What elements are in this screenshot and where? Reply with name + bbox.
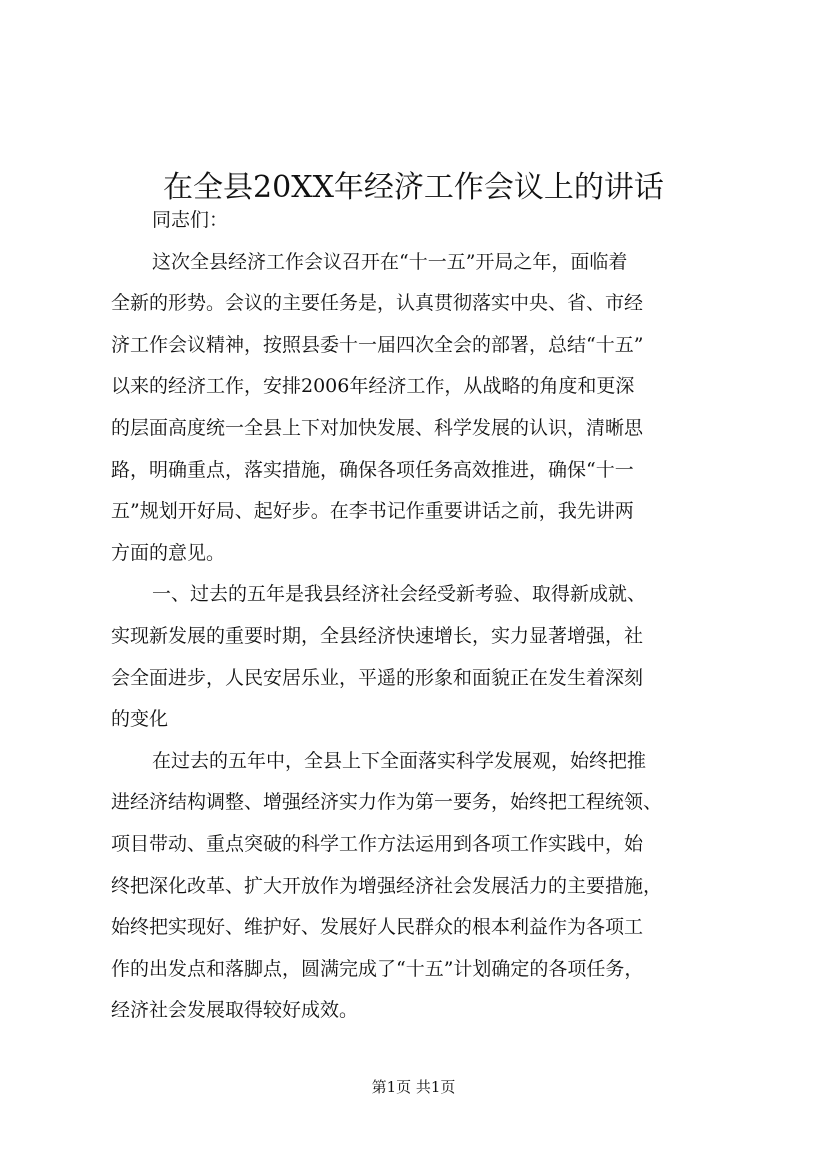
text-line: 项目带动、重点突破的科学工作方法运用到各项工作实践中，始 xyxy=(111,832,644,855)
text-line: 实现新发展的重要时期，全县经济快速增长，实力显著增强，社 xyxy=(111,624,644,647)
document-title: 在全县20XX年经济工作会议上的讲话 xyxy=(163,170,664,206)
text-line: 进经济结构调整、增强经济实力作为第一要务，始终把工程统领、 xyxy=(111,791,663,814)
paragraph-section-heading xyxy=(111,574,731,740)
text-line: 方面的意见。 xyxy=(111,541,226,564)
text-line: 同志们： xyxy=(152,209,229,231)
page-footer xyxy=(0,1077,827,1097)
text-line: 始终把实现好、维护好、发展好人民群众的根本利益作为各项工 xyxy=(111,916,644,939)
text-line: 终把深化改革、扩大开放作为增强经济社会发展活力的主要措施， xyxy=(111,874,663,897)
document-body xyxy=(111,200,731,1032)
page-number: 第1页 共1页 xyxy=(371,1078,456,1096)
text-line: 作的出发点和落脚点，圆满完成了“十五”计划确定的各项任务， xyxy=(111,957,644,980)
text-line: 这次全县经济工作会议召开在“十一五”开局之年，面临着 xyxy=(152,250,628,273)
text-line: 五”规划开好局、起好步。在李书记作重要讲话之前，我先讲两 xyxy=(111,500,634,523)
text-line: 的层面高度统一全县上下对加快发展、科学发展的认识，清晰思 xyxy=(111,416,644,439)
text-line: 济工作会议精神，按照县委十一届四次全会的部署，总结“十五” xyxy=(111,333,644,356)
text-line: 路，明确重点，落实措施，确保各项任务高效推进，确保“十一 xyxy=(111,458,634,481)
text-line: 经济社会发展取得较好成效。 xyxy=(111,999,359,1022)
paragraph-salutation xyxy=(111,200,731,242)
text-line: 全新的形势。会议的主要任务是，认真贯彻落实中央、省、市经 xyxy=(111,292,644,315)
text-line: 在过去的五年中，全县上下全面落实科学发展观，始终把推 xyxy=(152,749,647,772)
text-line: 会全面进步，人民安居乐业，平遥的形象和面貌正在发生着深刻 xyxy=(111,666,644,689)
text-line: 以来的经济工作，安排2006年经济工作，从战略的角度和更深 xyxy=(111,375,635,398)
paragraph-review xyxy=(111,741,731,1032)
text-line: 一、过去的五年是我县经济社会经受新考验、取得新成就、 xyxy=(152,583,647,606)
paragraph-intro xyxy=(111,242,731,575)
text-line: 的变化 xyxy=(111,708,169,731)
